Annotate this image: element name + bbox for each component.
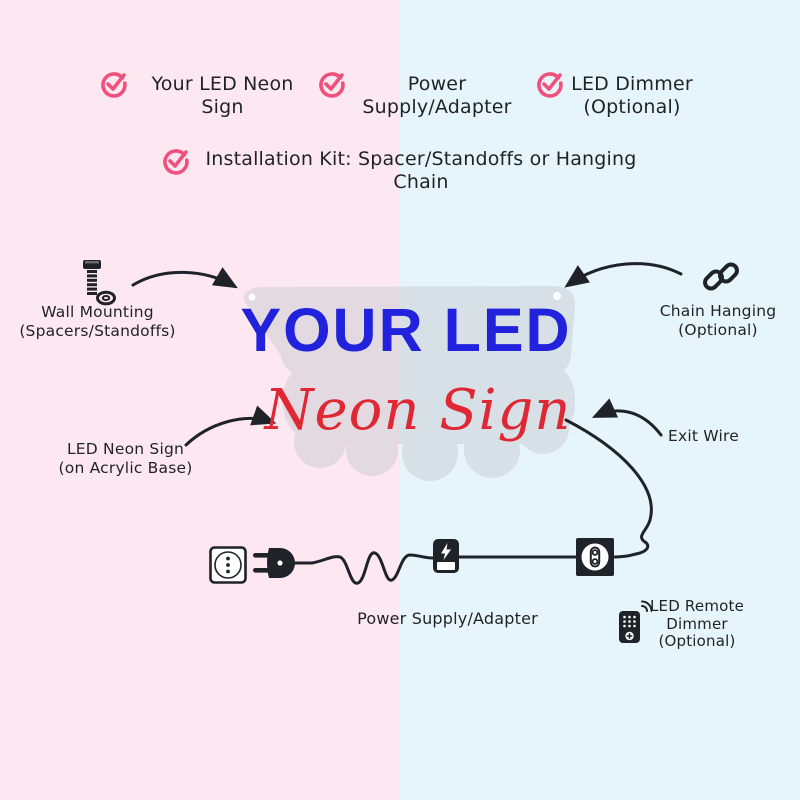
remote-dimmer-label: [642, 598, 752, 651]
exit-wire-label: Exit Wire: [668, 427, 739, 445]
neon-sign-text-blue: YOUR LED: [240, 296, 572, 364]
checklist-item-installation-kit-line1: Installation Kit: Spacer/Standoffs or Hanging: [205, 148, 637, 170]
checklist-item-power: [352, 73, 522, 119]
arrow-wall-mounting: [133, 272, 234, 286]
checkmark-icon: [98, 67, 130, 99]
checkmark-icon: [316, 67, 348, 99]
checklist-item-installation-kit: [196, 148, 646, 194]
checklist-item-dimmer-line1: LED Dimmer: [571, 73, 693, 95]
checklist-item-sign-line2: Sign: [201, 96, 244, 118]
inline-switch-icon: [576, 538, 614, 576]
chain-hanging-label-line2: (Optional): [678, 321, 758, 339]
wall-mounting-label-line2: (Spacers/Standoffs): [19, 322, 176, 340]
wall-mounting-label: [5, 303, 190, 341]
checklist-item-dimmer: [562, 73, 702, 119]
remote-dimmer-label-line2: Dimmer: [666, 614, 728, 633]
chain-hanging-label-line1: Chain Hanging: [659, 302, 777, 320]
acrylic-base-label-line2: (on Acrylic Base): [58, 459, 193, 477]
acrylic-base-label: [28, 440, 223, 478]
power-plug-icon: [253, 545, 313, 581]
arrow-chain-hanging: [568, 264, 681, 285]
arrow-exit-wire: [596, 411, 661, 435]
wall-outlet-icon: [209, 546, 247, 584]
chain-link-icon: [700, 256, 742, 298]
checklist-item-power-line2: Supply/Adapter: [362, 96, 512, 118]
checklist-item-installation-kit-line2: Chain: [393, 171, 449, 193]
acrylic-base-label-line1: LED Neon Sign: [66, 440, 185, 458]
checklist-item-power-line1: Power: [407, 73, 467, 95]
checkmark-icon: [160, 144, 192, 176]
checklist-item-sign: [140, 73, 305, 119]
checklist-item-sign-line1: Your LED Neon: [151, 73, 294, 95]
wall-mounting-label-line1: Wall Mounting: [41, 303, 154, 321]
power-supply-label: Power Supply/Adapter: [357, 609, 538, 628]
power-adapter-icon: [433, 539, 459, 573]
remote-dimmer-label-line3: (Optional): [658, 632, 736, 650]
wire-adapter-to-plug: [312, 553, 433, 583]
chain-hanging-label: [633, 302, 800, 340]
checklist-item-dimmer-line2: (Optional): [583, 96, 681, 118]
remote-dimmer-label-line1: LED Remote: [649, 597, 745, 615]
neon-sign-text-red: Neon Sign: [264, 378, 572, 443]
screw-bolt-icon: [76, 258, 116, 306]
